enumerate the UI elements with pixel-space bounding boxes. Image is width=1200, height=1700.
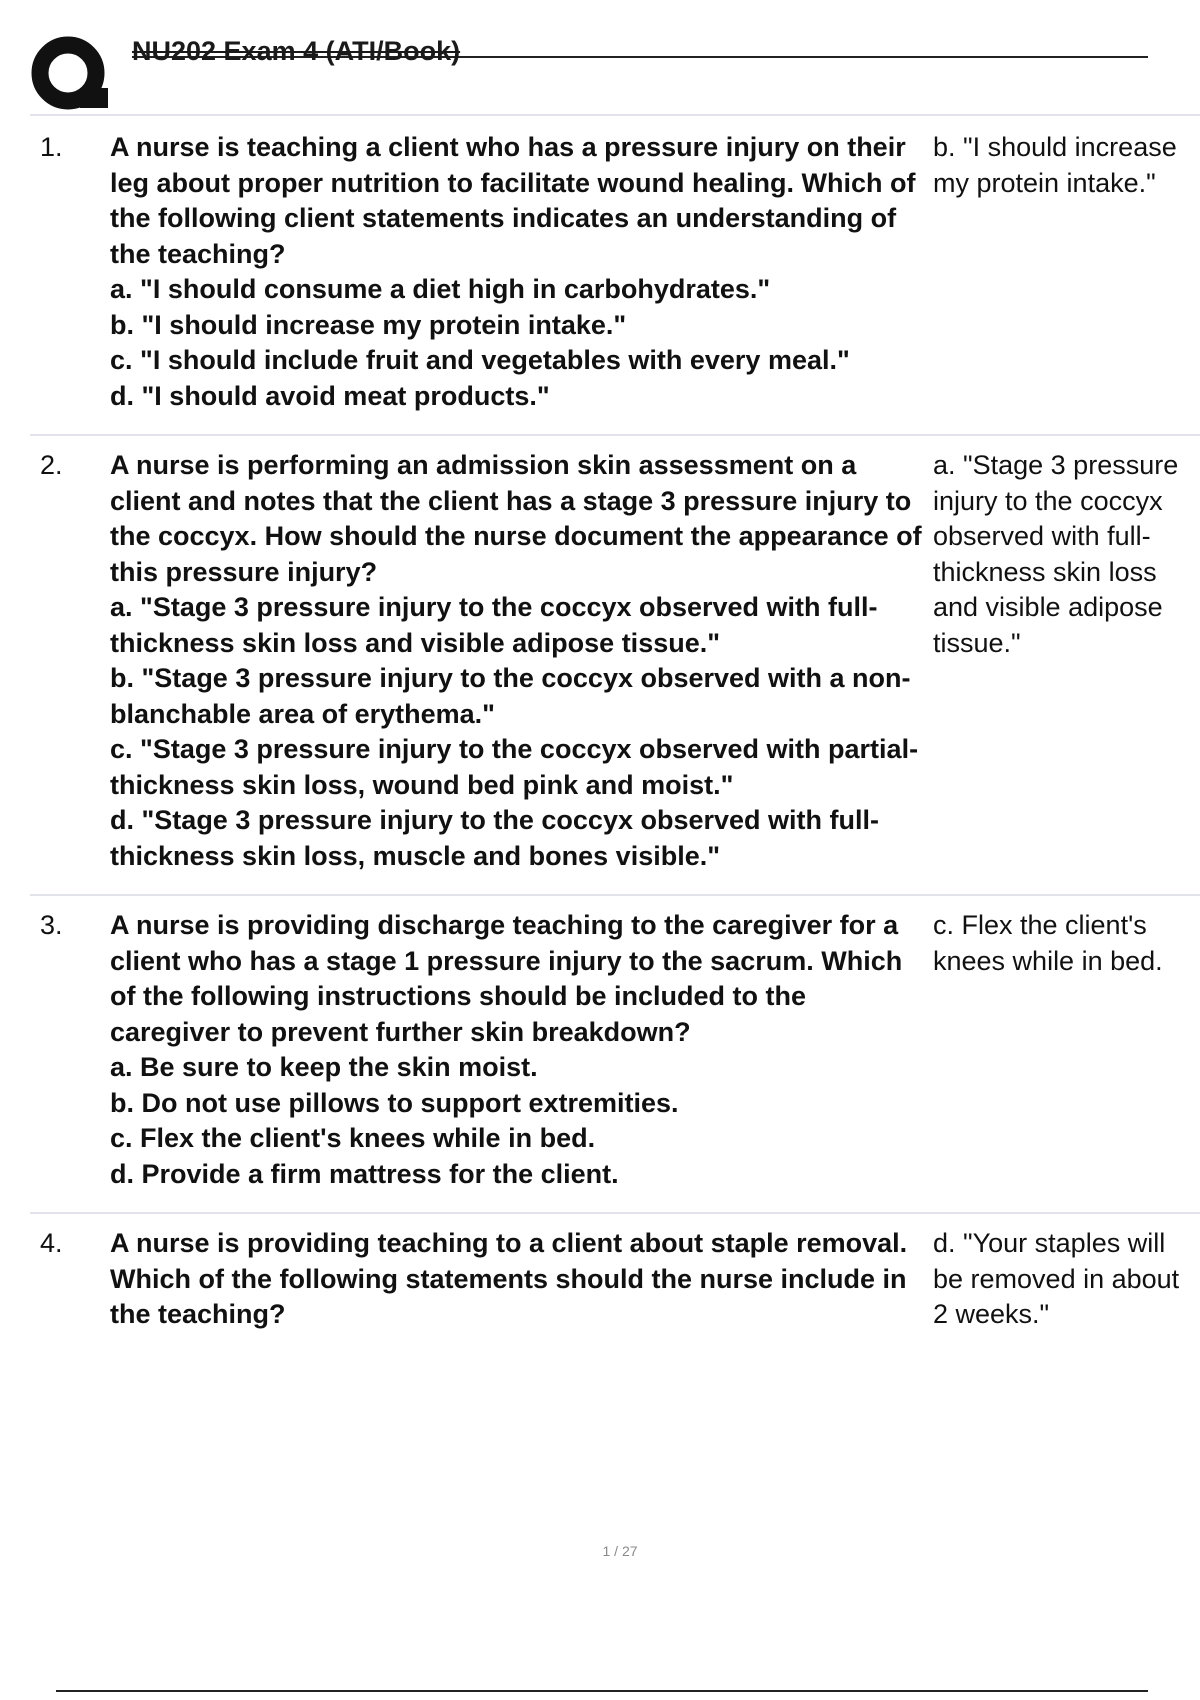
correct-answer: c. Flex the client's knees while in bed. bbox=[933, 910, 1163, 976]
question-body bbox=[110, 130, 925, 414]
question-body bbox=[110, 908, 925, 1192]
correct-answer: a. "Stage 3 pressure injury to the coccyx observed with full-thickness skin loss and visible adipose tissue." bbox=[933, 450, 1179, 658]
answer-option: b. "Stage 3 pressure injury to the coccyx observed with a non-blanchable area of erythema." bbox=[110, 663, 911, 729]
question-body bbox=[110, 448, 925, 874]
answer-option: c. Flex the client's knees while in bed. bbox=[110, 1123, 596, 1153]
question-card bbox=[30, 896, 1200, 1214]
footer-rule bbox=[56, 1690, 1148, 1692]
answer-option: b. "I should increase my protein intake." bbox=[110, 309, 627, 340]
question-stem: A nurse is providing discharge teaching to the caregiver for a client who has a stage 1 pressure injury to the sacrum. Which of the following instructions should be included to the caregiver to prevent further skin breakdown? bbox=[110, 910, 903, 1047]
page-number: 1 / 27 bbox=[602, 1543, 638, 1559]
question-body bbox=[110, 1226, 925, 1333]
answer-option: d. "I should avoid meat products." bbox=[110, 380, 550, 411]
question-card bbox=[30, 118, 1200, 436]
document-title: NU202 Exam 4 (ATI/Book) bbox=[132, 36, 461, 66]
question-number: 2. bbox=[40, 450, 63, 480]
answer-option: b. Do not use pillows to support extremities. bbox=[110, 1087, 679, 1118]
question-number: 1. bbox=[40, 132, 63, 162]
header-divider bbox=[30, 114, 1200, 116]
quizlet-q-logo bbox=[30, 36, 110, 110]
question-stem: A nurse is teaching a client who has a pressure injury on their leg about proper nutrition to facilitate wound healing. Which of the following client statements indicates an understanding of the teaching? bbox=[110, 132, 916, 269]
answer-option: a. Be sure to keep the skin moist. bbox=[110, 1052, 538, 1082]
question-number: 4. bbox=[40, 1228, 63, 1258]
correct-answer: d. "Your staples will be removed in about 2 weeks." bbox=[933, 1228, 1180, 1329]
question-stem: A nurse is performing an admission skin assessment on a client and notes that the client has a stage 3 pressure injury to the coccyx. How should the nurse document the appearance of this pressure injury? bbox=[110, 450, 922, 587]
correct-answer: b. "I should increase my protein intake." bbox=[933, 132, 1177, 198]
answer-option: a. "Stage 3 pressure injury to the coccyx observed with full-thickness skin loss and visible adipose tissue." bbox=[110, 592, 878, 658]
answer-option: c. "I should include fruit and vegetables with every meal." bbox=[110, 345, 850, 375]
answer-option: a. "I should consume a diet high in carbohydrates." bbox=[110, 274, 771, 304]
answer-option: d. Provide a firm mattress for the client. bbox=[110, 1158, 619, 1189]
question-number: 3. bbox=[40, 910, 63, 940]
answer-option: c. "Stage 3 pressure injury to the coccyx observed with partial-thickness skin loss, wound bed pink and moist." bbox=[110, 734, 919, 800]
question-card bbox=[30, 1214, 1200, 1353]
question-card bbox=[30, 436, 1200, 896]
answer-option: d. "Stage 3 pressure injury to the coccyx observed with full-thickness skin loss, muscle and bones visible." bbox=[110, 805, 879, 871]
question-list bbox=[30, 118, 1200, 1353]
document-header bbox=[0, 0, 1200, 120]
question-stem: A nurse is providing teaching to a client about staple removal. Which of the following statements should the nurse include in the teaching? bbox=[110, 1228, 908, 1329]
